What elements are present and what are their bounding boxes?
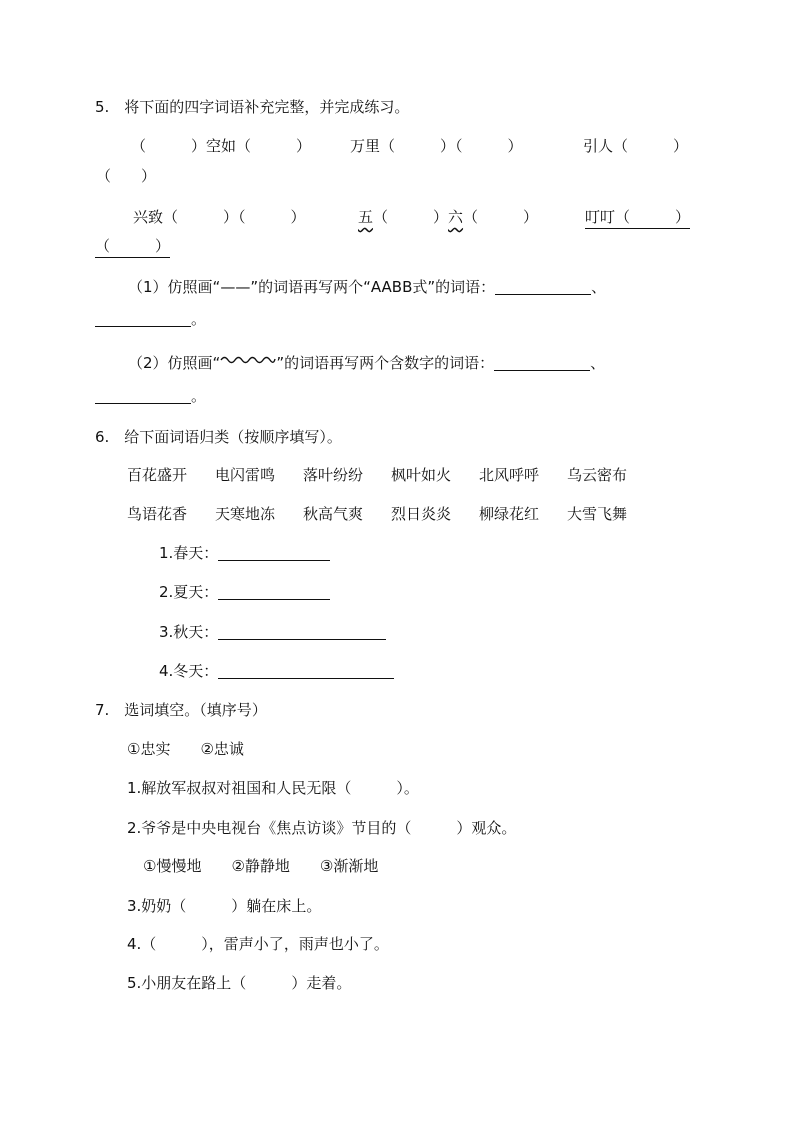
q5-sub2-end: 。 [191,387,207,405]
q5-idiom-5-wu: 五 [358,208,374,226]
q6-summer-label: 2.夏天： [159,583,219,601]
q6-word-10: 烈日炎炎 [391,505,452,523]
q6-autumn-label: 3.秋天： [159,623,219,641]
q5-idiom-3: 引人（ ） [583,137,689,155]
q7-sentence-4: 4.（ ），雷声小了，雨声也小了。 [127,935,389,953]
q5-idiom-4: 兴致（ ）（ ） [133,208,306,226]
q5-sub1-line2 [95,309,206,329]
q6-word-3: 落叶纷纷 [303,466,364,484]
q5-sub2-prompt-a: （2）仿照画“ [128,354,221,372]
q6-word-6: 乌云密布 [567,466,628,484]
q7-sentence-5: 5.小朋友在路上（ ）走着。 [127,974,352,992]
wavy-line-icon [220,353,276,365]
q5-sub1-end: 。 [191,310,207,328]
q5-sub1-blank-2[interactable] [95,310,191,327]
q6-winter-label: 4.冬天： [159,662,219,680]
q5-sub1 [128,277,606,297]
q5-sub2-blank-1[interactable] [494,354,590,371]
q6-spring [159,543,330,563]
q5-idiom-6-wrap-text: （ ） [95,237,170,258]
q6-word-5: 北风呼呼 [479,466,540,484]
q5-sub1-sep: 、 [591,278,607,296]
q6-word-11: 柳绿花红 [479,505,540,523]
q6-spring-blank[interactable] [218,544,330,561]
q6-word-9: 秋高气爽 [303,505,364,523]
q6-word-8: 天寒地冻 [215,505,276,523]
q7-options-1: ①忠实 ②忠诚 [127,740,244,758]
q5-sub2 [128,353,605,373]
q6-autumn [159,622,386,642]
q6-summer [159,582,330,602]
q7-sentence-1: 1.解放军叔叔对祖国和人民无限（ ）。 [127,779,419,797]
q6-word-12: 大雪飞舞 [567,505,628,523]
q5-sub2-blank-2[interactable] [95,387,191,404]
q5-idiom-6-wrap [95,236,170,256]
q5-sub1-prompt: （1）仿照画“——”的词语再写两个“AABB式”的词语： [128,278,496,296]
q5-sub1-blank-1[interactable] [495,278,591,295]
q7-sentence-3: 3.奶奶（ ）躺在床上。 [127,897,322,915]
q5-idiom-5-liu: 六 [448,208,464,226]
q5-sub2-sep: 、 [590,354,606,372]
q5-idiom-3-wrap: （ ） [96,167,157,185]
q6-winter [159,661,394,681]
q7-options-2: ①慢慢地 ②静静地 ③渐渐地 [143,857,379,875]
q6-word-4: 枫叶如火 [391,466,452,484]
q6-word-1: 百花盛开 [127,466,188,484]
q5-idiom-5 [358,207,538,227]
q6-autumn-blank[interactable] [218,623,386,640]
q5-title: 5. 将下面的四字词语补充完整，并完成练习。 [95,98,410,116]
q5-sub2-line2 [95,386,206,406]
q6-word-7: 鸟语花香 [127,505,188,523]
q7-title: 7. 选词填空。（填序号） [95,701,267,719]
q5-idiom-2: 万里（ ）（ ） [350,137,523,155]
q5-sub2-prompt-b: ”的词语再写两个含数字的词语： [276,354,495,372]
q6-winter-blank[interactable] [218,662,394,679]
q5-idiom-6-text: 叮叮（ ） [585,208,690,229]
q5-idiom-6 [585,207,690,227]
q6-word-2: 电闪雷鸣 [215,466,276,484]
q5-idiom-5-mid: （ ） [373,208,449,226]
q6-title: 6. 给下面词语归类（按顺序填写）。 [95,428,342,446]
q5-idiom-1: （ ）空如（ ） [131,137,312,155]
q6-spring-label: 1.春天： [159,544,219,562]
q7-sentence-2: 2.爷爷是中央电视台《焦点访谈》节目的（ ）观众。 [127,819,517,837]
q5-idiom-5-end: （ ） [463,208,539,226]
q6-summer-blank[interactable] [218,583,330,600]
